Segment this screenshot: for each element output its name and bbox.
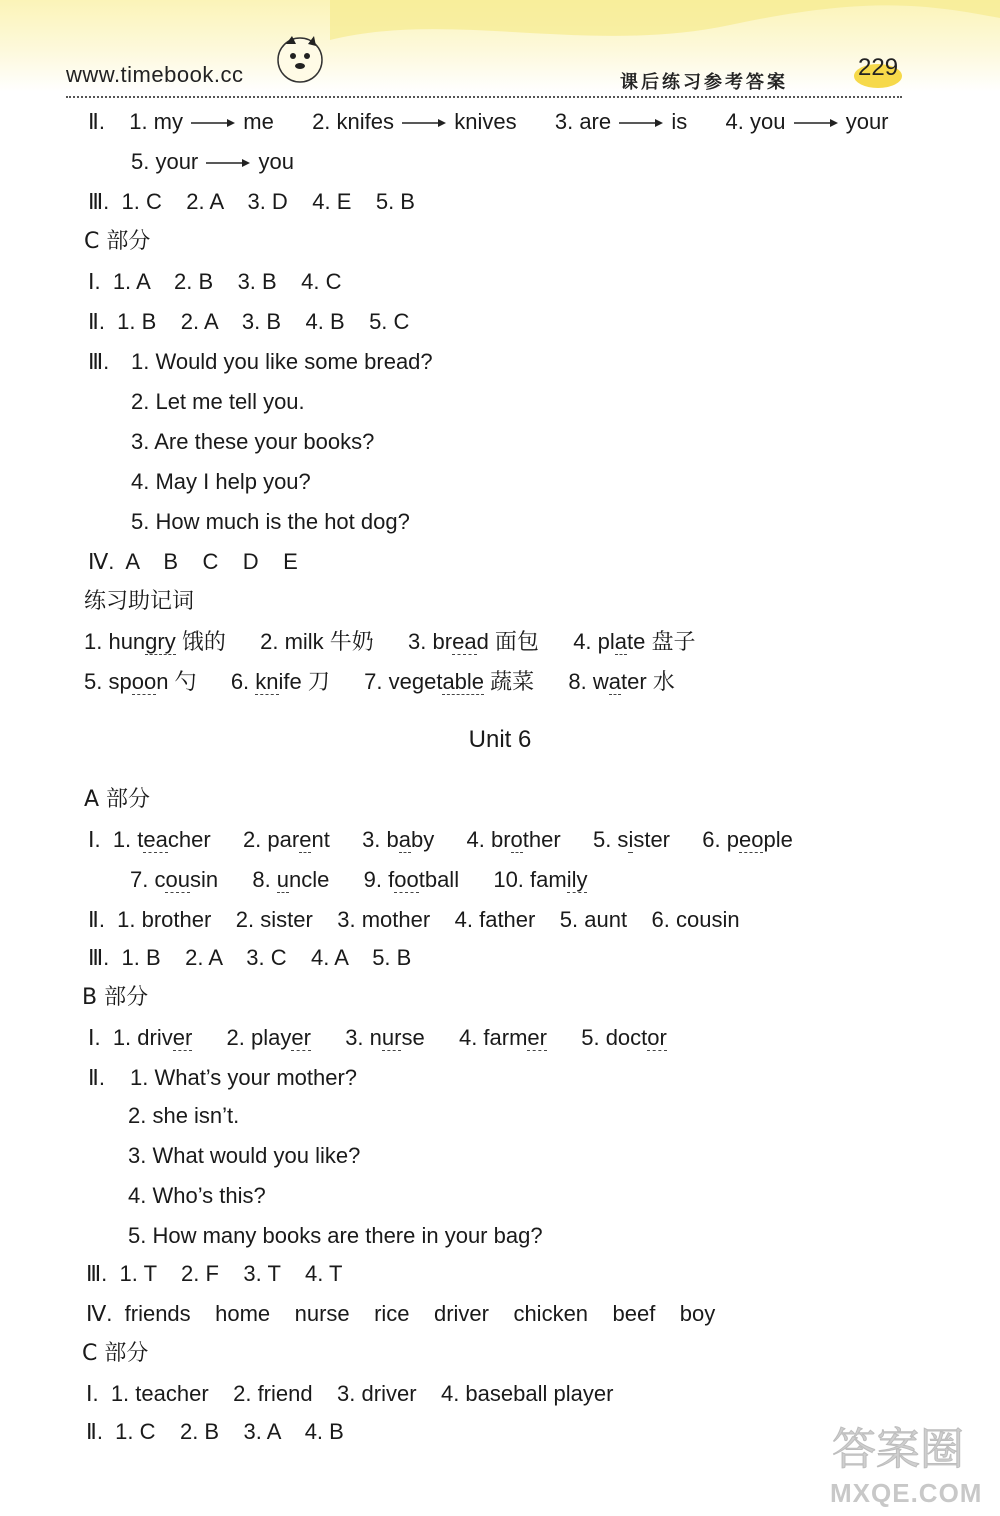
vocab-meaning: 刀 [301,669,330,694]
answer-word: nt [311,827,330,852]
vocab-word: 4. pl [573,629,615,654]
answer-word-highlight: eo [738,827,764,852]
arrow-right-icon [191,118,235,128]
vocab-word-highlight: oo [131,669,157,694]
answer-word-highlight: i [628,827,634,852]
answer-from: 2. knifes [312,109,394,134]
a-ii-row: Ⅱ. 1. brother 2. sister 3. mother 4. father 5. aunt 6. cousin [88,907,740,932]
answer-word-highlight: er [172,1025,193,1050]
header-divider [66,96,902,98]
c-iii-item: 4. May I help you? [131,469,311,494]
b-i-row [88,1024,667,1052]
answer-word-highlight: oo [394,867,419,892]
answer-word: Ⅰ. 1. driv [88,1025,173,1050]
answer-word-highlight: a [398,827,412,852]
vocab-word: 8. w [568,669,609,694]
a-i-row-1 [88,826,793,854]
answer-to: me [243,109,274,134]
watermark-site: MXQE.COM [830,1478,983,1508]
vocab-word-highlight: kn [255,669,279,694]
c-ii-row: Ⅱ. 1. B 2. A 3. B 4. B 5. C [88,309,410,334]
c-iii-item: 2. Let me tell you. [131,389,305,414]
vocab-word-highlight: able [442,669,485,694]
vocab-word-highlight: ea [452,629,477,654]
arrow-right-icon [206,158,250,168]
b-ii-item: 3. What would you like? [128,1143,361,1168]
vocab-word: ife [278,669,302,694]
b-ii-item: 5. How many books are there in your bag? [128,1223,543,1248]
arrow-right-icon [619,118,663,128]
a-iii-row: Ⅲ. 1. B 2. A 3. C 4. A 5. B [88,945,412,970]
answer-word: ster [633,827,671,852]
answer-word-highlight: ur [381,1025,402,1050]
vocab-word: ter [621,669,647,694]
section-heading-c: C 部分 [84,229,151,254]
b-ii-item: 4. Who’s this? [128,1183,266,1208]
vocab-word: 6. [230,669,256,694]
answer-word: 5. doct [581,1025,648,1050]
b-iii-row: Ⅲ. 1. C 2. A 3. D 4. E 5. B [88,189,415,214]
answer-word: 10. fam [493,867,567,892]
answer-word: ncle [289,867,330,892]
answer-word-highlight: er [527,1025,547,1050]
answer-word: 2. par [242,827,300,852]
vocab-word-highlight: a [608,669,622,694]
b-ii-row [88,108,889,136]
answer-from: 5. your [131,149,199,174]
unit-title: Unit 6 [468,726,532,753]
vocab-heading: 练习助记词 [84,589,195,614]
vocab-word-highlight: a [614,629,628,654]
header-title: 课后练习参考答案 [620,72,788,93]
b-ii-label: Ⅱ. [88,1065,105,1090]
vocab-meaning: 勺 [168,669,197,694]
c-i-row: Ⅰ. 1. teacher 2. friend 3. driver 4. baseball player [86,1381,614,1406]
answer-word: 4. br [466,827,511,852]
answer-from: 4. you [725,109,786,134]
vocab-word: 1. hun [84,629,146,654]
answer-word-highlight: ou [165,867,190,892]
answer-word: 5. s [592,827,629,852]
vocab-word: d [476,629,489,654]
answer-word: tball [418,867,460,892]
b-ii-item: 2. she isn’t. [128,1103,240,1128]
answer-word: ther [522,827,561,852]
arrow-right-icon [402,118,446,128]
mascot-icon [268,30,338,90]
b-ii-item: 1. What’s your mother? [130,1065,358,1090]
vocab-word: 7. veget [364,669,443,694]
section-heading-b: B 部分 [82,985,149,1010]
b-iv-row: Ⅳ. friends home nurse rice driver chicken beef boy [86,1301,716,1326]
vocab-row-1 [84,628,696,656]
vocab-meaning: 盘子 [645,629,696,654]
vocab-word: n [156,669,169,694]
answer-word: ple [763,827,793,852]
answer-word: 3. n [345,1025,382,1050]
vocab-meaning: 面包 [488,629,539,654]
b-ii-row-5 [131,148,294,176]
section-label: Ⅱ. [88,109,105,134]
answer-word-highlight: er [291,1025,311,1050]
answer-word-highlight: u [276,867,290,892]
c-iv-row: Ⅳ. A B C D E [88,549,298,574]
c-i-row: Ⅰ. 1. A 2. B 3. B 4. C [88,269,342,294]
answer-word: sin [189,867,219,892]
answer-to: knives [454,109,517,134]
b-iii-row: Ⅲ. 1. T 2. F 3. T 4. T [86,1261,343,1286]
arrow-right-icon [794,118,838,128]
vocab-meaning: 蔬菜 [484,669,535,694]
answer-word: 2. play [226,1025,292,1050]
vocab-word-highlight: gry [145,629,176,654]
watermark-logo-text: 答案圈 [832,1424,964,1475]
answer-word: 3. b [362,827,399,852]
c-iii-item: 5. How much is the hot dog? [131,509,410,534]
answer-word: 6. p [702,827,739,852]
vocab-word: 3. br [408,629,453,654]
answer-word-highlight: ily [566,867,588,892]
answer-word-highlight: e [299,827,312,852]
answer-to: is [671,109,688,134]
section-heading-a: A 部分 [84,787,151,812]
c-iii-item: 1. Would you like some bread? [131,349,433,374]
answer-word-highlight: or [647,1025,667,1050]
answer-word: se [401,1025,425,1050]
answer-word-highlight: ea [143,827,168,852]
answer-word: cher [167,827,211,852]
vocab-word: te [627,629,646,654]
answer-word: by [411,827,435,852]
vocab-row-2 [84,668,675,696]
vocab-word: 5. sp [84,669,132,694]
answer-word: 4. farm [458,1025,528,1050]
answer-word: 9. f [363,867,395,892]
page-number: 229 [858,54,899,81]
vocab-meaning: 水 [646,669,675,694]
vocab-meaning: 饿的 [175,629,226,654]
a-i-row-2 [130,866,587,894]
vocab-meaning: 牛奶 [323,629,374,654]
answer-word: Ⅰ. 1. t [88,827,144,852]
answer-to: you [258,149,294,174]
site-url[interactable]: www.timebook.cc [66,62,244,87]
answer-from: 3. are [554,109,612,134]
answer-word: 7. c [130,867,166,892]
answer-from: 1. my [129,109,183,134]
c-iii-item: 3. Are these your books? [131,429,375,454]
answer-to: your [845,109,889,134]
c-iii-label: Ⅲ. [88,349,110,374]
answer-word: 8. [252,867,277,892]
answer-word-highlight: o [510,827,523,852]
vocab-word: 2. milk [260,629,324,654]
section-heading-c: C 部分 [82,1341,149,1366]
c-ii-row: Ⅱ. 1. C 2. B 3. A 4. B [86,1419,344,1444]
